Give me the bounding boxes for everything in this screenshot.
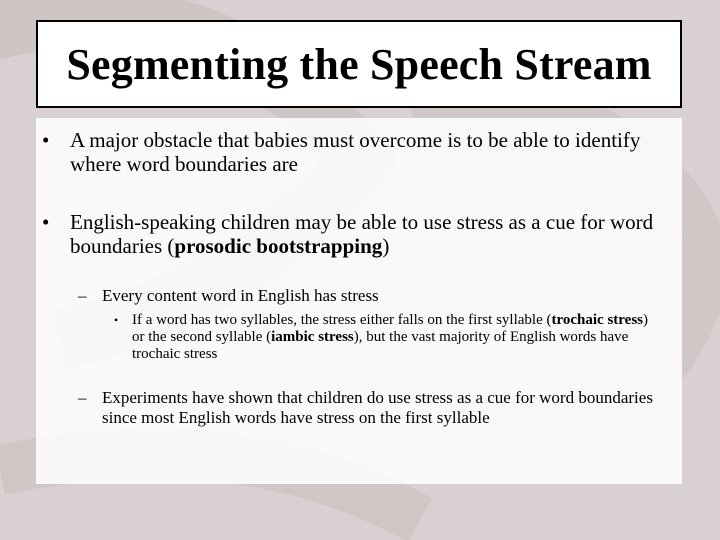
bullet-text-before: English-speaking children may be able to use stress as a cue for word boundaries ( bbox=[70, 210, 654, 258]
content-area bbox=[36, 118, 682, 484]
subsub-bullet-marker: • bbox=[114, 313, 119, 327]
bullet-text: A major obstacle that babies must overcome is to be able to identify where word boundaries are bbox=[70, 128, 641, 176]
bullet-text bbox=[70, 210, 670, 258]
bold-term-iambic-stress: iambic stress bbox=[271, 329, 354, 345]
title-box bbox=[36, 20, 682, 108]
bold-term-trochaic-stress: trochaic stress bbox=[551, 312, 643, 328]
subsub-bullet-text bbox=[132, 312, 662, 363]
text-segment: ) or the second syllable ( bbox=[132, 312, 648, 345]
slide-title: Segmenting the Speech Stream bbox=[66, 39, 652, 89]
sub-bullet-text: Experiments have shown that children do use stress as a cue for word boundaries since most English words have stress on the first syllable bbox=[102, 388, 653, 427]
bold-term-prosodic-bootstrapping: prosodic bootstrapping bbox=[174, 234, 383, 258]
sub-bullet-marker: – bbox=[78, 388, 87, 407]
bullet-marker: • bbox=[42, 128, 50, 152]
bullet-text-after: ) bbox=[382, 234, 390, 258]
sub-bullet-text: Every content word in English has stress bbox=[102, 286, 379, 305]
text-segment: If a word has two syllables, the stress either falls on the first syllable ( bbox=[132, 312, 552, 328]
text-segment: ), but the vast majority of English words have trochaic stress bbox=[132, 329, 629, 362]
bullet-marker: • bbox=[42, 210, 50, 234]
sub-bullet-marker: – bbox=[78, 286, 87, 305]
